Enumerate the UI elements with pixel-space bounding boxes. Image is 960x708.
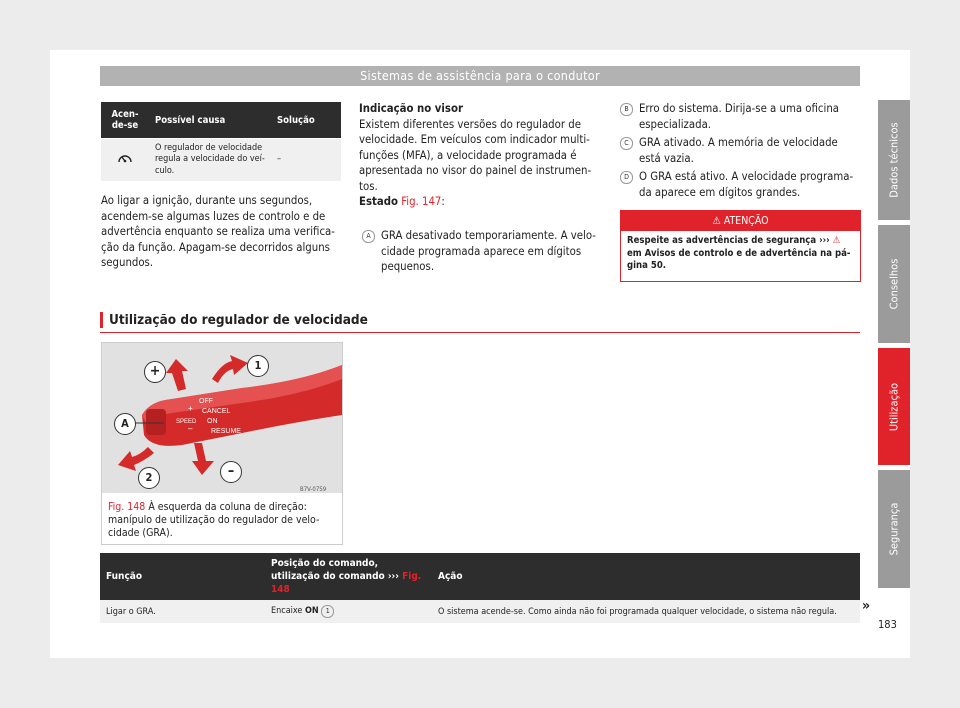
tab-label: Dados técnicos <box>887 122 901 198</box>
cruise-control-lamp-icon <box>101 139 149 181</box>
lever-text-resume: RESUME <box>211 428 241 435</box>
callout-minus: – <box>220 461 242 483</box>
section-title <box>100 312 860 333</box>
warning-text: Respeite as advertências de segurança ››› <box>627 235 833 246</box>
callout-plus: + <box>144 361 166 383</box>
table-header: Acen-de-se <box>101 102 149 139</box>
callout-1: 1 <box>247 355 269 377</box>
table-row <box>101 139 341 181</box>
tab-label: Segurança <box>887 502 901 556</box>
warning-header <box>621 211 860 231</box>
callout-2: 2 <box>138 467 160 489</box>
lever-text-on: ON <box>207 418 218 425</box>
table-cell: – <box>271 139 341 181</box>
table-cell: O sistema acende-se. Como ainda não foi programada qualquer velocidade, o sistema não regula. <box>432 600 860 623</box>
list-item-text: GRA ativado. A memória de velocidade está vazia. <box>639 136 838 165</box>
table-header <box>265 553 432 600</box>
list-item-text: GRA desativado temporariamente. A velo-cidade programada aparece em dígitos pequenos. <box>381 229 596 273</box>
display-heading: Indicação no visor <box>359 102 463 115</box>
page-header: Sistemas de assistência para o condutor <box>100 66 860 86</box>
table-cell <box>265 600 432 623</box>
display-text: Existem diferentes versões do regulador de velocidade. Em veículos com indicador multi-funções (MFA), a velocidade programada é apresentada no visor do painel de instrumen-tos. <box>359 117 592 193</box>
marker-badge: 1 <box>321 605 334 618</box>
lever-text-minus: – <box>188 424 193 433</box>
state-label: Estado <box>359 195 398 208</box>
tab-dados-tecnicos[interactable] <box>878 100 910 220</box>
figure-148 <box>101 342 343 545</box>
marker-badge: B <box>620 103 633 116</box>
marker-badge: D <box>620 171 633 184</box>
warning-body <box>621 231 860 277</box>
warning-triangle-icon: ⚠ <box>712 215 721 227</box>
lever-text-cancel: CANCEL <box>202 408 231 415</box>
warning-triangle-icon: ⚠ <box>832 235 841 246</box>
position-bold: ON <box>304 606 319 616</box>
figure-ref-link[interactable]: Fig. 148 <box>271 571 422 595</box>
table-header: Possível causa <box>149 102 271 139</box>
warning-lamp-table <box>101 102 341 181</box>
tab-seguranca[interactable] <box>878 470 910 588</box>
marker-badge: A <box>362 230 375 243</box>
function-table <box>100 553 860 623</box>
table-cell: Ligar o GRA. <box>100 600 265 623</box>
table-header: Solução <box>271 102 341 139</box>
figure-code: B7V-0759 <box>300 486 327 493</box>
table-header: Função <box>100 553 265 600</box>
warning-link[interactable]: em Avisos de controlo e de advertência na pá-gina 50. <box>627 247 851 271</box>
figure-ref: Fig. 148 <box>108 501 146 513</box>
lever-text-speed: SPEED <box>176 419 197 425</box>
warning-box <box>620 210 861 282</box>
warning-title: ATENÇÃO <box>723 215 769 227</box>
continue-mark: » <box>862 598 871 614</box>
list-item-text: Erro do sistema. Dirija-se a uma oficina especializada. <box>639 102 840 131</box>
figure-ref-link[interactable]: Fig. 147 <box>401 195 442 208</box>
tab-conselhos[interactable] <box>878 225 910 343</box>
lever-text-off: OFF <box>199 398 213 405</box>
table-cell: O regulador de velocidade regula a velocidade do veí-culo. <box>149 139 271 181</box>
display-section <box>359 101 604 210</box>
section-title-text: Utilização do regulador de velocidade <box>109 312 368 328</box>
lever-text-plus: + <box>188 404 193 413</box>
caption-text: À esquerda da coluna de direção: manípulo de utilização do regulador de velo-cidade (GRA). <box>108 501 320 539</box>
callout-A: A <box>114 413 136 435</box>
header-text: Posição do comando, utilização do comando ››› <box>271 558 403 582</box>
figure-caption <box>108 501 338 540</box>
page-number: 183 <box>878 618 897 631</box>
tab-label: Conselhos <box>887 258 901 310</box>
colon: : <box>441 195 445 208</box>
tab-label: Utilização <box>887 382 901 431</box>
table-row <box>100 600 860 623</box>
section-accent-bar <box>100 312 103 328</box>
list-item-text: O GRA está ativo. A velocidade programa-da aparece em dígitos grandes. <box>639 170 854 199</box>
intro-paragraph: Ao ligar a ignição, durante uns segundos, acendem-se algumas luzes de controlo e de advertência enquanto se realiza uma verifica-ção da função. Apagam-se decorridos alguns segundos. <box>101 194 335 269</box>
tab-utilizacao[interactable] <box>878 348 910 465</box>
position-text: Encaixe <box>271 606 305 616</box>
table-header: Ação <box>432 553 860 600</box>
marker-badge: C <box>620 137 633 150</box>
